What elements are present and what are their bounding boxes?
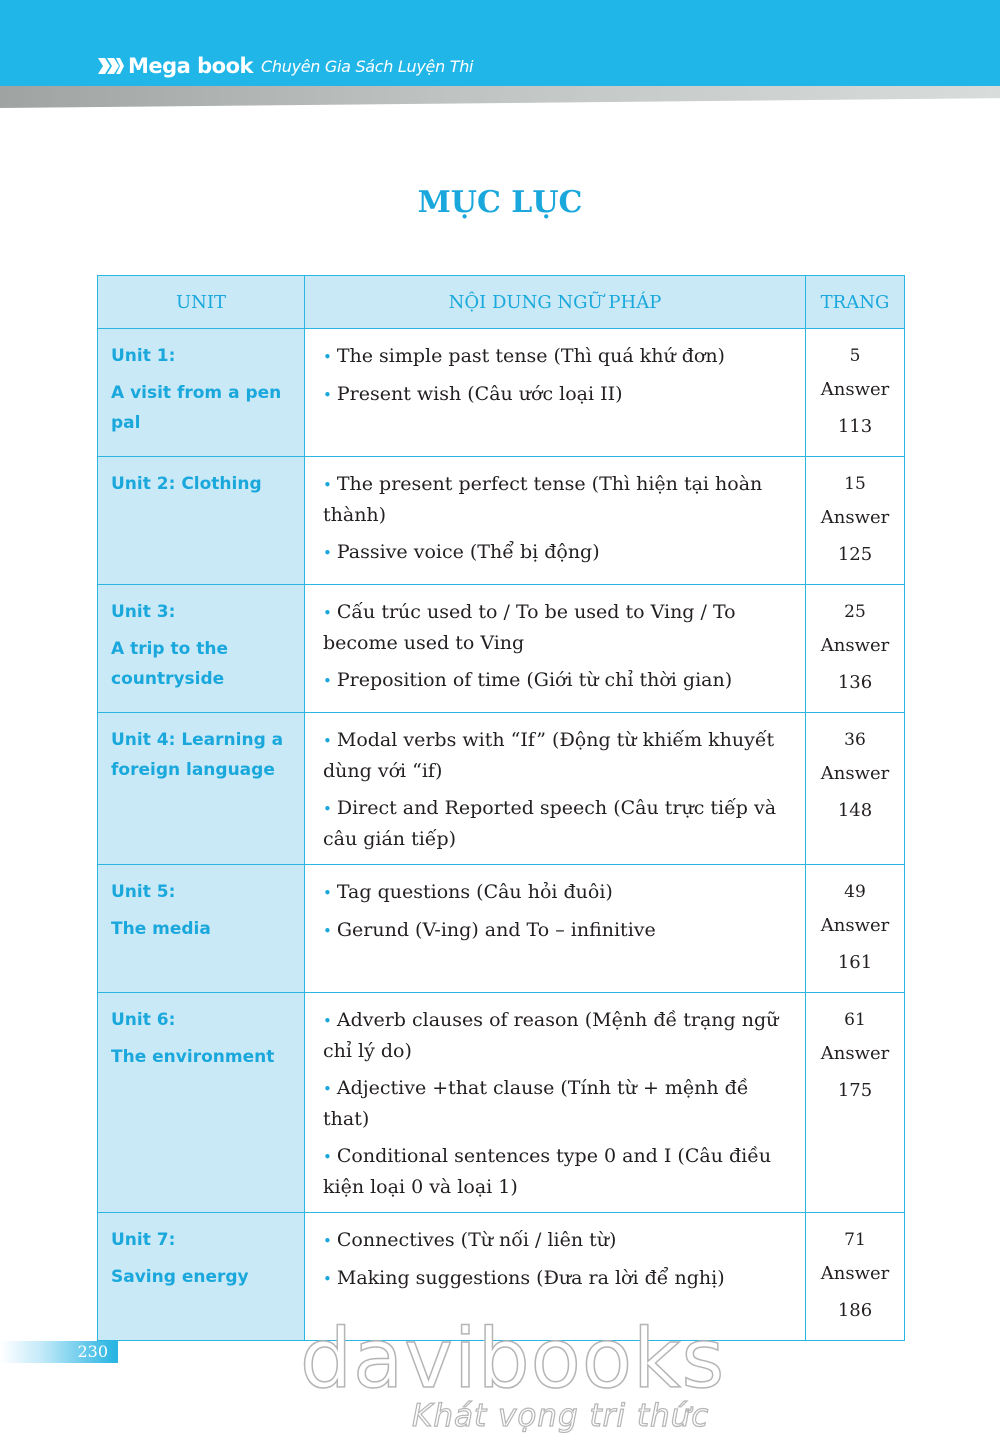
bullet-icon: •	[323, 544, 332, 562]
unit-label: Unit 1:	[111, 346, 176, 366]
page-number: 230	[77, 1342, 108, 1361]
unit-cell	[98, 585, 305, 713]
page-number-value: 5	[849, 346, 861, 366]
grammar-content-cell	[305, 585, 806, 713]
unit-title: The environment	[111, 1047, 275, 1067]
unit-cell	[98, 1213, 305, 1341]
answer-label: Answer	[820, 1043, 890, 1064]
unit-title: The media	[111, 919, 211, 939]
bullet-icon: •	[323, 672, 332, 690]
unit-label: Unit 4: Learning a foreign language	[111, 730, 284, 780]
bullet-icon: •	[323, 1012, 332, 1030]
grammar-item	[323, 1141, 797, 1202]
grammar-item-text: The present perfect tense (Thì hiện tại hoàn thành)	[323, 473, 763, 526]
bullet-icon: •	[323, 476, 332, 494]
toc-row	[98, 713, 905, 865]
grammar-item-text: Passive voice (Thể bị động)	[336, 541, 600, 563]
toc-row	[98, 865, 905, 993]
grammar-item-text: Present wish (Câu ước loại II)	[336, 383, 623, 405]
answer-label: Answer	[820, 915, 890, 936]
column-header-page: TRANG	[806, 276, 905, 329]
brand-name: Mega book	[128, 54, 254, 78]
brand	[98, 52, 473, 80]
toc-row	[98, 457, 905, 585]
unit-label: Unit 7:	[111, 1230, 176, 1250]
grammar-item	[323, 1073, 797, 1134]
unit-label: Unit 6:	[111, 1010, 176, 1030]
unit-label: Unit 5:	[111, 882, 176, 902]
page-cell	[806, 713, 905, 865]
page-number-tick	[114, 1341, 118, 1363]
bullet-icon: •	[323, 732, 332, 750]
answer-label: Answer	[820, 763, 890, 784]
page-cell	[806, 993, 905, 1213]
grammar-item-text: Adjective +that clause (Tính từ + mệnh đề that)	[323, 1077, 749, 1130]
column-header-content: NỘI DUNG NGỮ PHÁP	[305, 276, 806, 329]
grammar-item-text: Gerund (V-ing) and To – infinitive	[336, 919, 656, 941]
answer-label: Answer	[820, 635, 890, 656]
grammar-item	[323, 1005, 797, 1066]
page-number-value: 25	[844, 602, 866, 622]
grammar-item	[323, 877, 797, 908]
grammar-content-cell	[305, 865, 806, 993]
grammar-item	[323, 341, 797, 372]
megabook-logo-icon	[98, 56, 124, 76]
grammar-content-cell	[305, 457, 806, 585]
grammar-item-text: Connectives (Từ nối / liên từ)	[336, 1229, 617, 1251]
unit-cell	[98, 713, 305, 865]
answer-page-value: 161	[837, 952, 873, 973]
grammar-item	[323, 1263, 797, 1294]
grammar-item	[323, 469, 797, 530]
page-number-value: 36	[844, 730, 866, 750]
page-number-value: 49	[844, 882, 866, 902]
toc-table	[97, 275, 905, 1341]
bullet-icon: •	[323, 386, 332, 404]
unit-label: Unit 2: Clothing	[111, 474, 262, 494]
page-cell	[806, 585, 905, 713]
grammar-item	[323, 379, 797, 410]
grammar-item	[323, 537, 797, 568]
page-cell	[806, 457, 905, 585]
watermark: davibooks	[300, 1312, 726, 1407]
grammar-item-text: Making suggestions (Đưa ra lời để nghị)	[336, 1267, 725, 1289]
grammar-content-cell	[305, 329, 806, 457]
answer-label: Answer	[820, 1263, 890, 1284]
bullet-icon: •	[323, 1080, 332, 1098]
page-number-value: 71	[844, 1230, 866, 1250]
toc-row	[98, 993, 905, 1213]
answer-page-value: 125	[837, 544, 873, 565]
answer-page-value: 136	[837, 672, 873, 693]
answer-page-value: 175	[837, 1080, 873, 1101]
answer-page-value: 148	[837, 800, 873, 821]
bullet-icon: •	[323, 884, 332, 902]
bullet-icon: •	[323, 1232, 332, 1250]
page-number-value: 15	[844, 474, 866, 494]
grammar-item	[323, 725, 797, 786]
bullet-icon: •	[323, 800, 332, 818]
grammar-item-text: Conditional sentences type 0 and I (Câu điều kiện loại 0 và loại 1)	[323, 1145, 772, 1198]
grammar-item-text: Tag questions (Câu hỏi đuôi)	[336, 881, 613, 903]
grammar-content-cell	[305, 993, 806, 1213]
unit-title: Saving energy	[111, 1267, 249, 1287]
toc-row	[98, 329, 905, 457]
page-cell	[806, 1213, 905, 1341]
page-cell	[806, 329, 905, 457]
page-number-value: 61	[844, 1010, 866, 1030]
unit-cell	[98, 865, 305, 993]
bullet-icon: •	[323, 348, 332, 366]
grammar-item	[323, 793, 797, 854]
grammar-item-text: Modal verbs with “If” (Động từ khiếm khuyết dùng với “if)	[323, 729, 775, 782]
answer-page-value: 186	[837, 1300, 873, 1321]
unit-cell	[98, 457, 305, 585]
unit-title: A visit from a pen pal	[111, 383, 282, 433]
answer-label: Answer	[820, 507, 890, 528]
unit-label: Unit 3:	[111, 602, 176, 622]
unit-cell	[98, 993, 305, 1213]
toc-row	[98, 585, 905, 713]
grammar-item-text: The simple past tense (Thì quá khứ đơn)	[336, 345, 725, 367]
grammar-item	[323, 1225, 797, 1256]
grammar-item-text: Preposition of time (Giới từ chỉ thời gian)	[336, 669, 733, 691]
watermark-subtitle: Khát vọng tri thức	[412, 1398, 710, 1434]
page-cell	[806, 865, 905, 993]
grammar-item-text: Cấu trúc used to / To be used to Ving / To become used to Ving	[323, 601, 736, 654]
grammar-item	[323, 915, 797, 946]
grammar-item	[323, 665, 797, 696]
unit-cell	[98, 329, 305, 457]
grammar-item	[323, 597, 797, 658]
grammar-item-text: Adverb clauses of reason (Mệnh đề trạng ngữ chỉ lý do)	[323, 1009, 779, 1062]
grammar-content-cell	[305, 713, 806, 865]
toc-header-row	[98, 276, 905, 329]
bullet-icon: •	[323, 1270, 332, 1288]
bullet-icon: •	[323, 604, 332, 622]
bullet-icon: •	[323, 922, 332, 940]
grammar-item-text: Direct and Reported speech (Câu trực tiếp và câu gián tiếp)	[323, 797, 777, 850]
page-title: MỤC LỤC	[417, 185, 583, 220]
answer-page-value: 113	[837, 416, 873, 437]
column-header-unit: UNIT	[98, 276, 305, 329]
bullet-icon: •	[323, 1148, 332, 1166]
unit-title: A trip to the countryside	[111, 639, 228, 689]
answer-label: Answer	[820, 379, 890, 400]
brand-tagline: Chuyên Gia Sách Luyện Thi	[261, 56, 474, 76]
